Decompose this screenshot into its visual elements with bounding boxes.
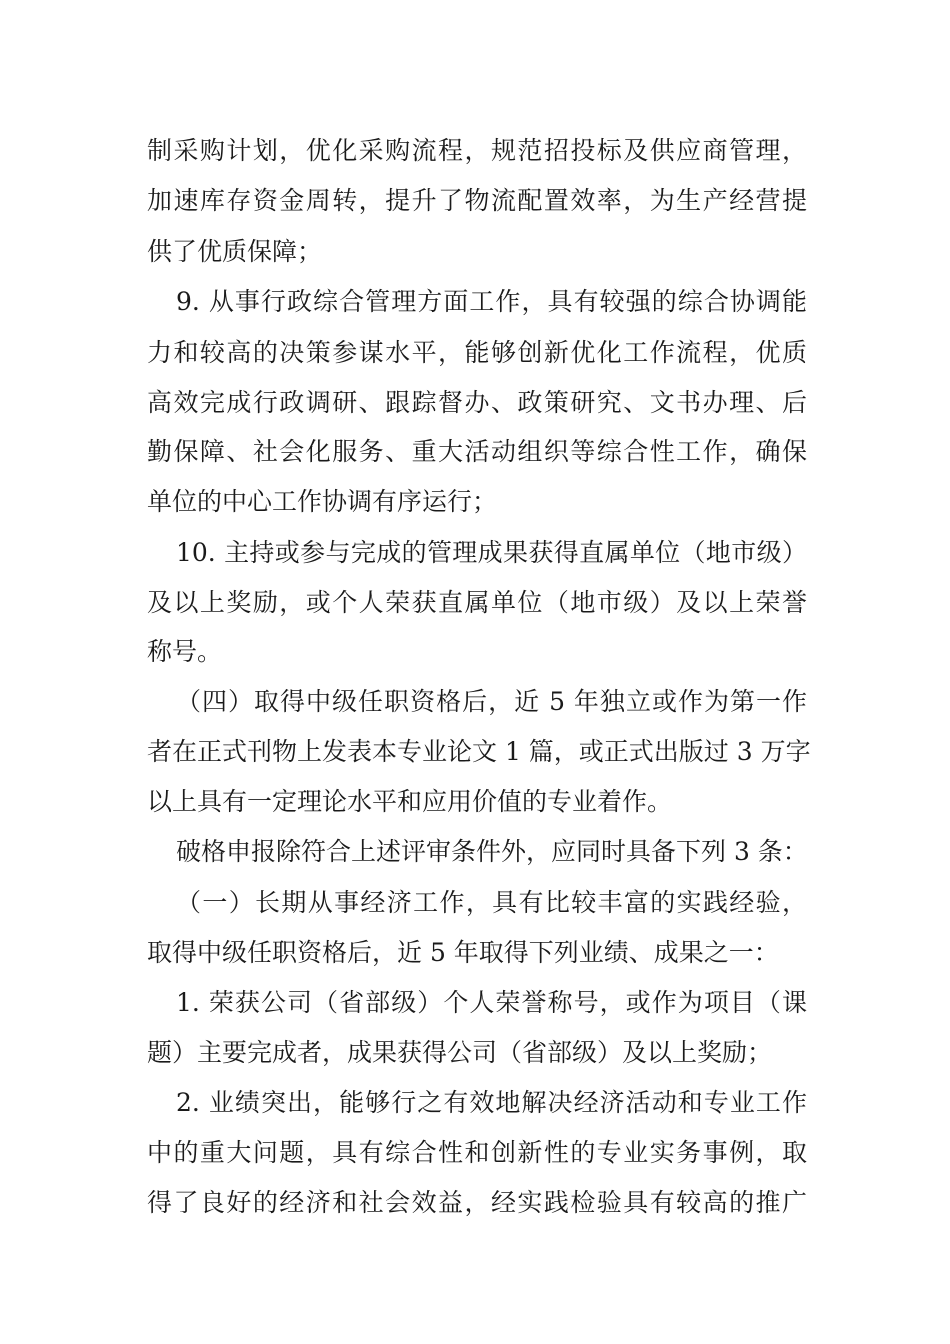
text-line: 者在正式刊物上发表本专业论文 1 篇，或正式出版过 3 万字 <box>147 737 811 766</box>
text-line: 得了良好的经济和社会效益，经实践检验具有较高的推广 <box>147 1188 807 1217</box>
text-line: 供了优质保障； <box>147 237 323 266</box>
text-line: 1. 荣获公司（省部级）个人荣誉称号，或作为项目（课 <box>176 988 807 1017</box>
text-line: 以上具有一定理论水平和应用价值的专业着作。 <box>147 787 673 816</box>
text-line: 10. 主持或参与完成的管理成果获得直属单位（地市级） <box>176 538 807 567</box>
text-line: （一）长期从事经济工作，具有比较丰富的实践经验， <box>176 888 807 917</box>
text-line: 力和较高的决策参谋水平，能够创新优化工作流程，优质 <box>147 338 807 367</box>
text-line: 加速库存资金周转，提升了物流配置效率，为生产经营提 <box>147 186 807 215</box>
text-line: 题）主要完成者，成果获得公司（省部级）及以上奖励； <box>147 1038 773 1067</box>
text-line: （四）取得中级任职资格后，近 5 年独立或作为第一作 <box>176 687 807 716</box>
text-line: 9. 从事行政综合管理方面工作，具有较强的综合协调能 <box>176 287 807 316</box>
text-line: 2. 业绩突出，能够行之有效地解决经济活动和专业工作 <box>176 1088 807 1117</box>
text-line: 称号。 <box>147 637 223 666</box>
text-line: 制采购计划，优化采购流程，规范招投标及供应商管理， <box>147 136 807 165</box>
text-line: 单位的中心工作协调有序运行； <box>147 487 498 516</box>
text-line: 勤保障、社会化服务、重大活动组织等综合性工作，确保 <box>147 437 807 466</box>
text-line: 破格申报除符合上述评审条件外，应同时具备下列 3 条： <box>176 837 808 866</box>
text-line: 取得中级任职资格后，近 5 年取得下列业绩、成果之一： <box>147 938 779 967</box>
text-line: 及以上奖励，或个人荣获直属单位（地市级）及以上荣誉 <box>147 588 807 617</box>
text-line: 高效完成行政调研、跟踪督办、政策研究、文书办理、后 <box>147 388 807 417</box>
text-line: 中的重大问题，具有综合性和创新性的专业实务事例，取 <box>147 1138 807 1167</box>
